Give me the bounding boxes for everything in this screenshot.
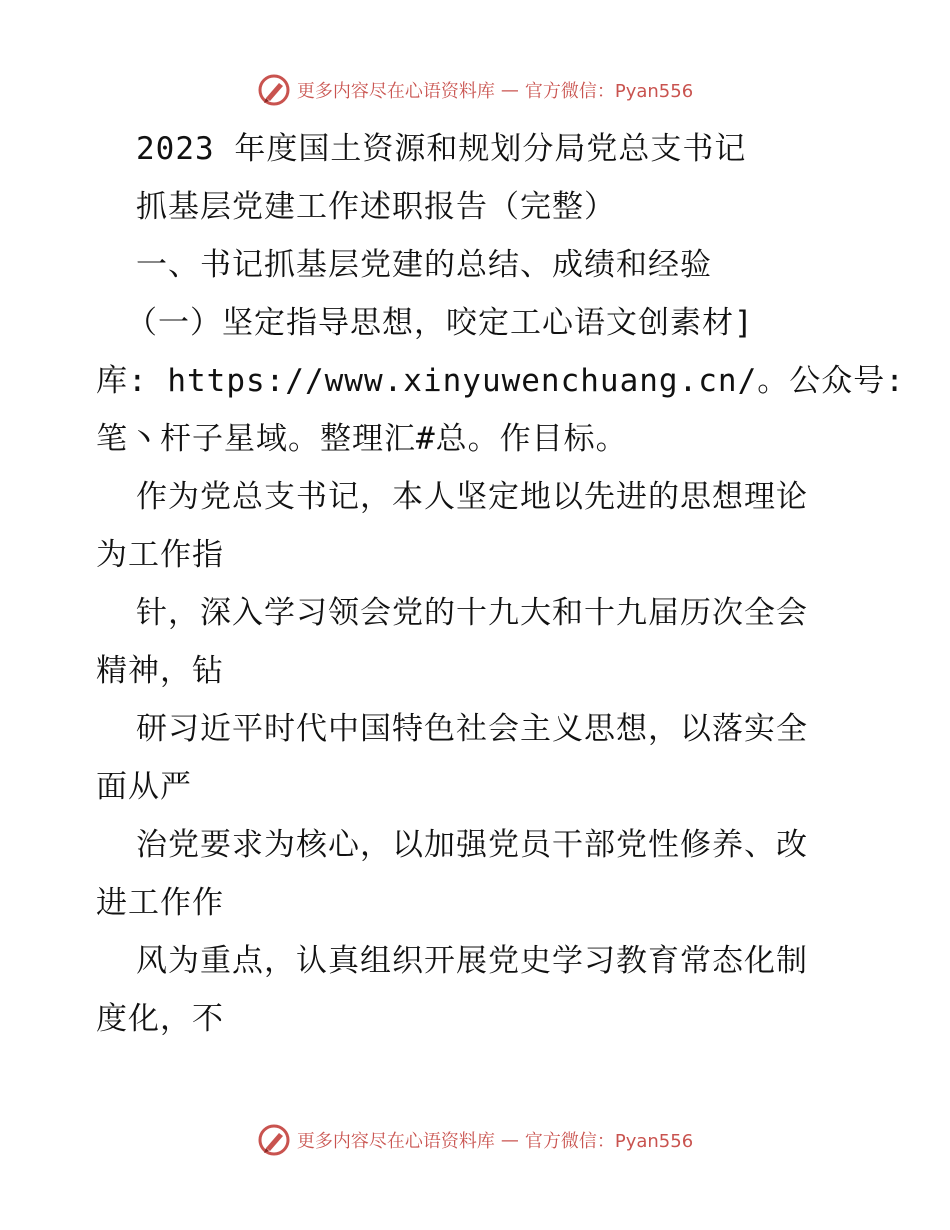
text-line: 库: https://www.xinyuwenchuang.cn/。公众号: (96, 363, 905, 399)
document-body (96, 120, 905, 1048)
header-banner-wechat: 官方微信：Pyan556 (524, 81, 694, 102)
doc-title-line-1: 2023 年度国土资源和规划分局党总支书记 (136, 131, 747, 167)
pen-logo-icon (257, 73, 291, 107)
header-banner-text: 更多内容尽在心语资料库 (296, 81, 495, 102)
doc-title-line-2: 抓基层党建工作述职报告（完整） (136, 189, 616, 225)
text-line: 风为重点，认真组织开展党史学习教育常态化制 (136, 943, 808, 979)
text-line: 为工作指 (96, 537, 224, 573)
footer-banner-text: 更多内容尽在心语资料库 (296, 1131, 495, 1152)
text-line: 治党要求为核心，以加强党员干部党性修养、改 (136, 827, 808, 863)
text-line: 针，深入学习领会党的十九大和十九届历次全会 (136, 595, 808, 631)
text-line: 面从严 (96, 769, 192, 805)
header-banner (0, 70, 950, 110)
footer-banner (0, 1120, 950, 1160)
pen-logo-icon (257, 1123, 291, 1157)
footer-banner-separator: — (500, 1129, 519, 1151)
subsection-heading-1: （一）坚定指导思想，咬定工心语文创素材] (126, 305, 754, 341)
text-line: 进工作作 (96, 885, 224, 921)
section-heading-1: 一、书记抓基层党建的总结、成绩和经验 (136, 247, 712, 283)
text-line: 度化，不 (96, 1001, 224, 1037)
text-line: 精神，钻 (96, 653, 224, 689)
text-line: 研习近平时代中国特色社会主义思想，以落实全 (136, 711, 808, 747)
text-line: 作为党总支书记，本人坚定地以先进的思想理论 (136, 479, 808, 515)
footer-banner-wechat: 官方微信：Pyan556 (524, 1131, 694, 1152)
header-banner-separator: — (500, 79, 519, 101)
text-line: 笔丶杆子星域。整理汇#总。作目标。 (96, 421, 628, 457)
